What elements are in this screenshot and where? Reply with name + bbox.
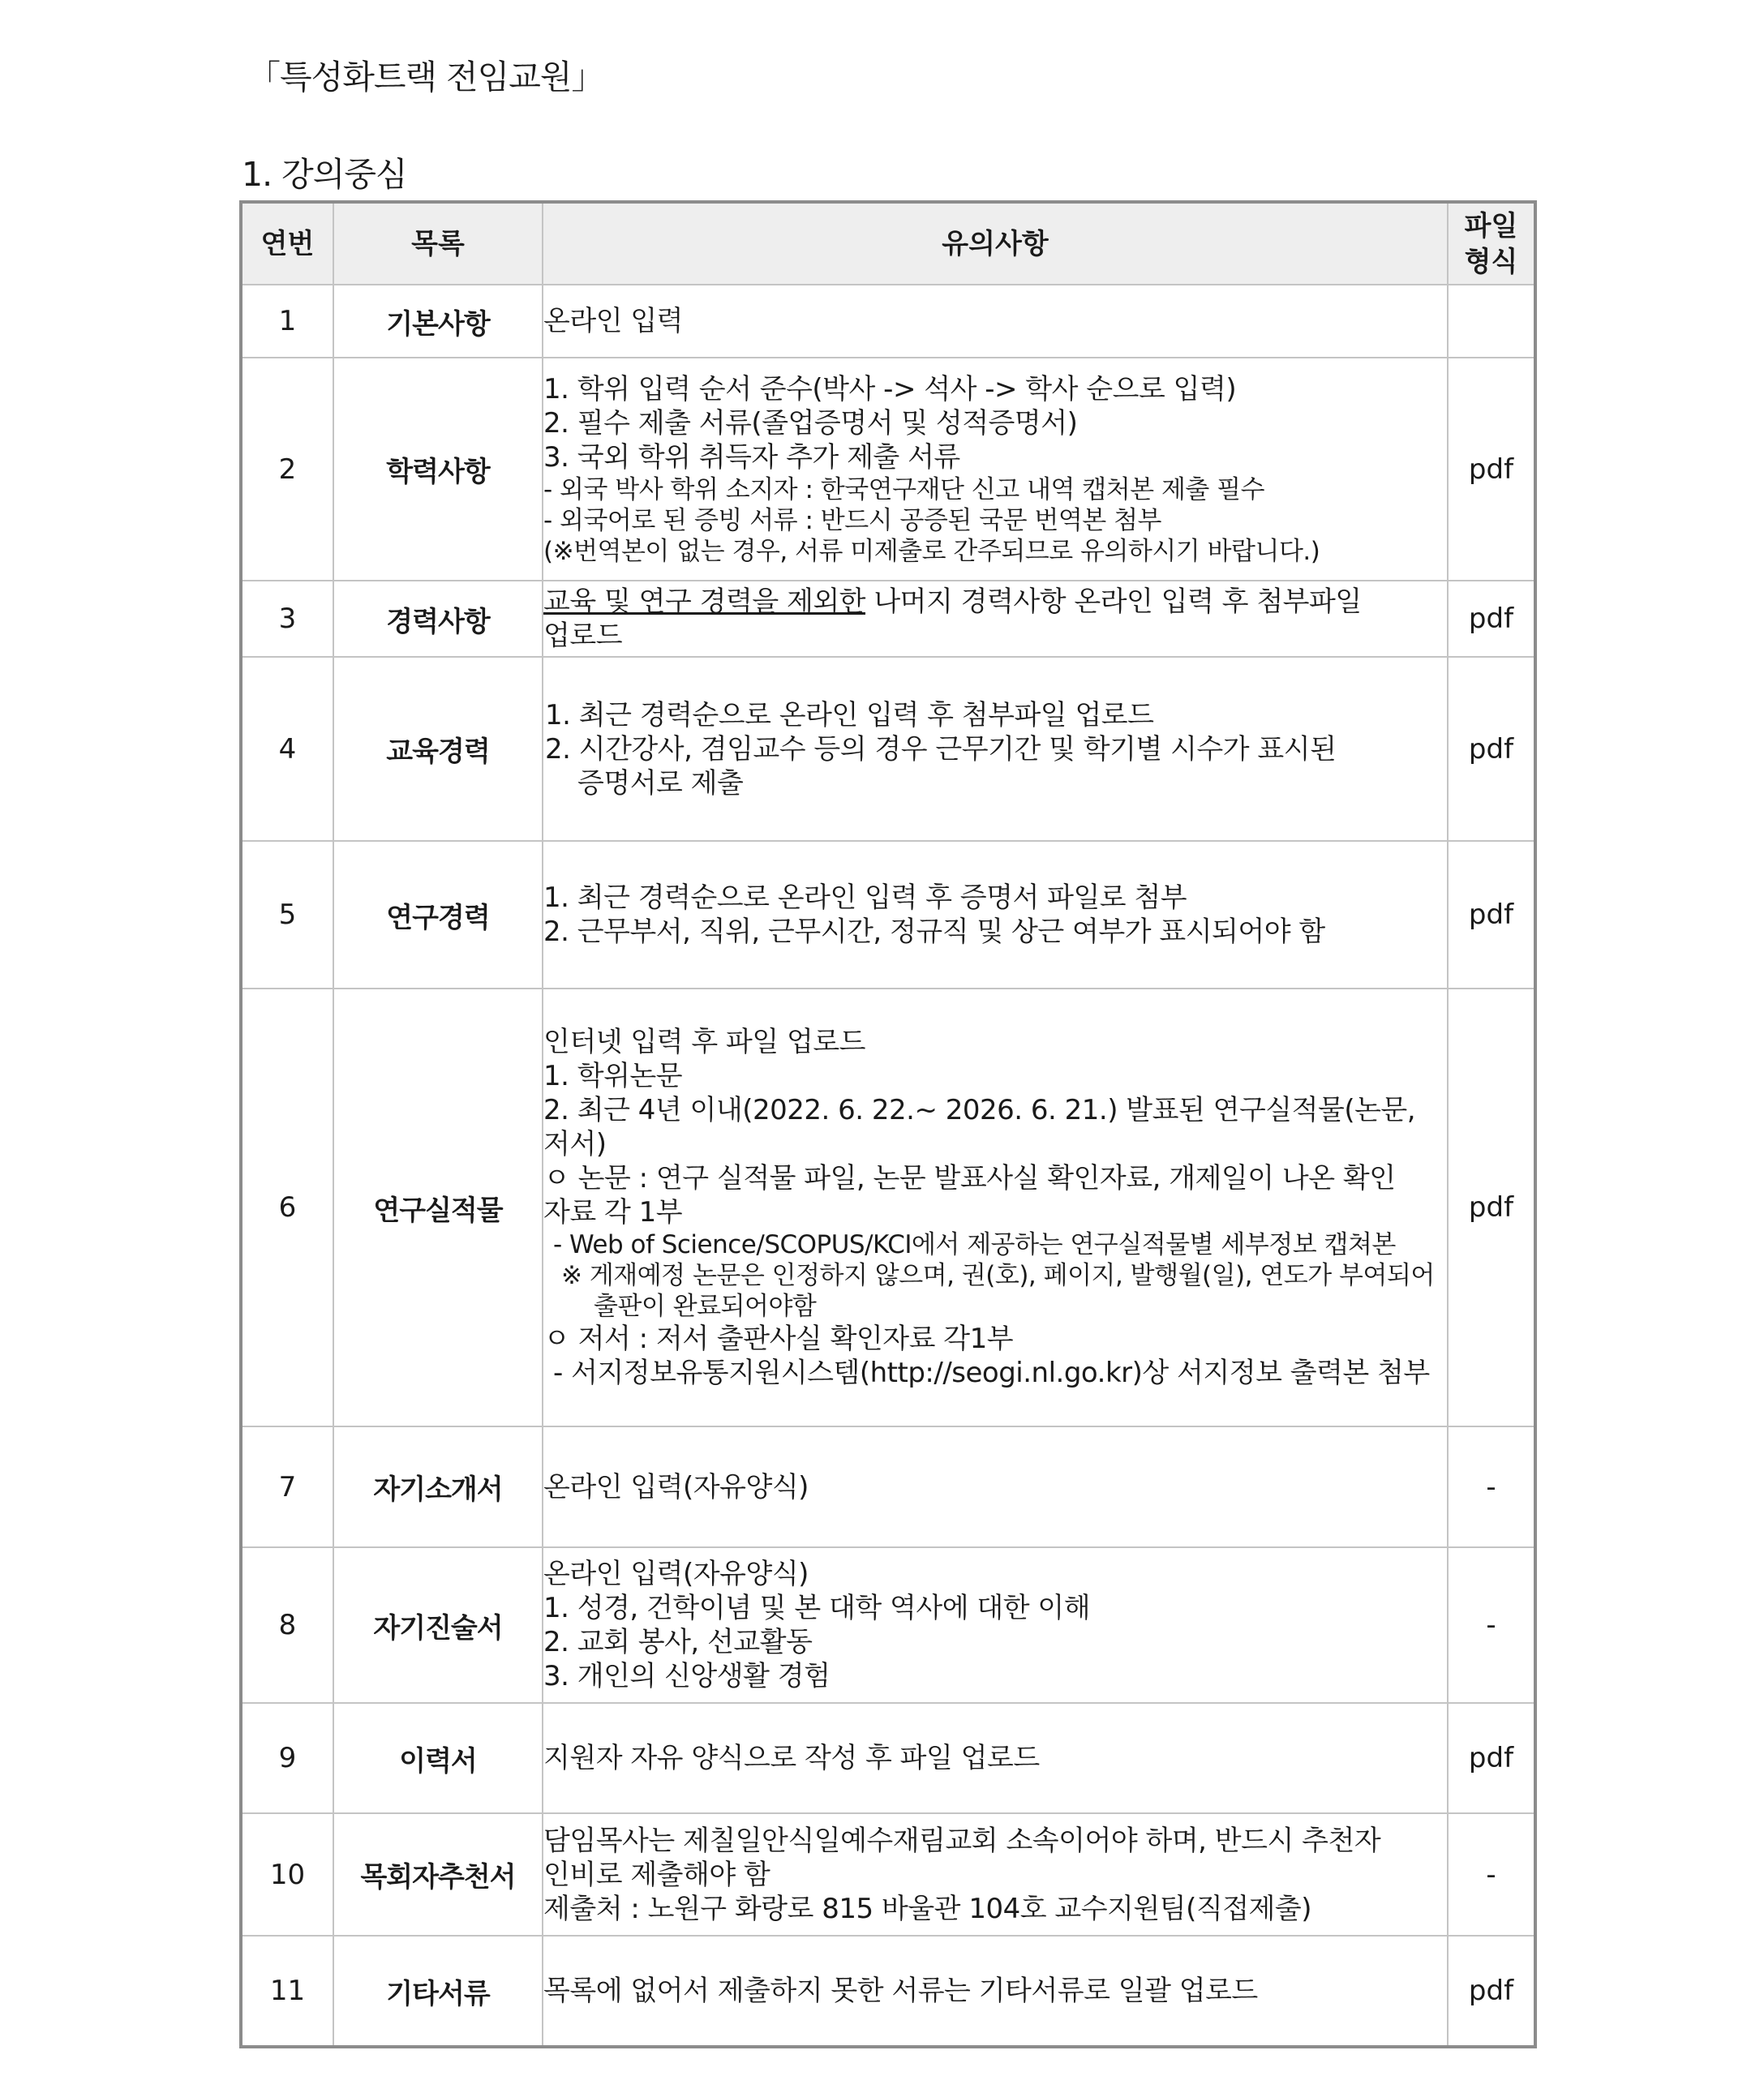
- note-line: 2. 시간강사, 겸임교수 등의 경우 근무기간 및 학기별 시수가 표시된 증명서로 제출: [545, 732, 1337, 800]
- document-title: 「특성화트랙 전임교원」: [247, 58, 604, 97]
- row-format: -: [1448, 1813, 1535, 1936]
- row-item: 이력서: [333, 1703, 543, 1813]
- row-no: 7: [241, 1426, 333, 1547]
- note-line: 1. 최근 경력순으로 온라인 입력 후 증명서 파일로 첨부: [543, 881, 1187, 914]
- row-note: [543, 285, 1448, 358]
- row-format: -: [1448, 1426, 1535, 1547]
- row-format: pdf: [1448, 841, 1535, 989]
- header-no: 연번: [241, 202, 333, 285]
- table-row: [241, 657, 1535, 841]
- note-line: 1. 학위논문: [543, 1060, 683, 1092]
- row-note: [543, 1547, 1448, 1703]
- note-line: 3. 개인의 신앙생활 경험: [543, 1660, 830, 1692]
- note-line: 담임목사는 제칠일안식일예수재림교회 소속이어야 하며, 반드시 추천자 인비로 제출해야 함: [543, 1824, 1381, 1891]
- row-note: [543, 358, 1448, 581]
- row-note: [543, 1813, 1448, 1936]
- row-format: pdf: [1448, 989, 1535, 1426]
- note-line: 제출처 : 노원구 화랑로 815 바울관 104호 교수지원팀(직접제출): [543, 1892, 1311, 1925]
- note-line: 온라인 입력(자유양식): [543, 1558, 809, 1590]
- row-no: 2: [241, 358, 333, 581]
- row-format: pdf: [1448, 1703, 1535, 1813]
- underlined-text: 교육 및 연구 경력을 제외한: [543, 585, 866, 618]
- note-line: - 서지정보유통지원시스템(http://seogi.nl.go.kr)상 서지정보 출력본 첨부: [553, 1357, 1430, 1389]
- note-line: 2. 필수 제출 서류(졸업증명서 및 성적증명서): [543, 406, 1078, 440]
- note-subline: (※번역본이 없는 경우, 서류 미제출로 간주되므로 유의하시기 바랍니다.): [543, 536, 1320, 566]
- note-subline: - 외국 박사 학위 소지자 : 한국연구재단 신고 내역 캡처본 제출 필수: [543, 474, 1265, 504]
- row-format: pdf: [1448, 1936, 1535, 2047]
- table-row: [241, 1813, 1535, 1936]
- header-item: 목록: [333, 202, 543, 285]
- table-row: [241, 989, 1535, 1426]
- row-no: 1: [241, 285, 333, 358]
- row-no: 10: [241, 1813, 333, 1936]
- header-note: 유의사항: [543, 202, 1448, 285]
- row-no: 6: [241, 989, 333, 1426]
- table-row: [241, 358, 1535, 581]
- header-format: 파일 형식: [1448, 202, 1535, 285]
- requirements-table: [239, 200, 1537, 2048]
- row-note: [543, 989, 1448, 1426]
- note-subline: ※ 게재예정 논문은 인정하지 않으며, 권(호), 페이지, 발행월(일), 연도가 부여되어 출판이 완료되어야함: [561, 1261, 1435, 1321]
- note-subline: - Web of Science/SCOPUS/KCI에서 제공하는 연구실적물별 세부정보 캡쳐본: [553, 1230, 1396, 1259]
- row-format: pdf: [1448, 581, 1535, 657]
- row-no: 8: [241, 1547, 333, 1703]
- note-line: 2. 교회 봉사, 선교활동: [543, 1626, 813, 1658]
- row-format: pdf: [1448, 657, 1535, 841]
- note-line: 인터넷 입력 후 파일 업로드: [543, 1026, 866, 1058]
- row-item: 기타서류: [333, 1936, 543, 2047]
- section-title: 1. 강의중심: [242, 155, 407, 194]
- note-text: 나머지 경력사항 온라인 입력 후 첨부파일 업로드: [543, 585, 1362, 652]
- table-row: [241, 1703, 1535, 1813]
- row-no: 9: [241, 1703, 333, 1813]
- note-line: ㅇ 논문 : 연구 실적물 파일, 논문 발표사실 확인자료, 개제일이 나온 확인 자료 각 1부: [543, 1162, 1396, 1229]
- row-no: 3: [241, 581, 333, 657]
- row-note: [543, 581, 1448, 657]
- row-item: 기본사항: [333, 285, 543, 358]
- table-row: [241, 581, 1535, 657]
- table-row: [241, 1547, 1535, 1703]
- row-no: 11: [241, 1936, 333, 2047]
- row-item: 경력사항: [333, 581, 543, 657]
- row-no: 5: [241, 841, 333, 989]
- note-line: 온라인 입력: [543, 305, 684, 337]
- note-line: 1. 성경, 건학이념 및 본 대학 역사에 대한 이해: [543, 1592, 1091, 1624]
- row-format: -: [1448, 1547, 1535, 1703]
- note-line: 지원자 자유 양식으로 작성 후 파일 업로드: [543, 1742, 1040, 1774]
- table-header-row: [241, 202, 1535, 285]
- note-line: 목록에 없어서 제출하지 못한 서류는 기타서류로 일괄 업로드: [543, 1975, 1258, 2007]
- note-line: 2. 근무부서, 직위, 근무시간, 정규직 및 상근 여부가 표시되어야 함: [543, 916, 1325, 948]
- row-format: pdf: [1448, 358, 1535, 581]
- row-note: [543, 1426, 1448, 1547]
- note-line: 온라인 입력(자유양식): [543, 1470, 809, 1503]
- note-line: 3. 국외 학위 취득자 추가 제출 서류: [543, 440, 960, 474]
- table-row: [241, 1936, 1535, 2047]
- row-item: 목회자추천서: [333, 1813, 543, 1936]
- note-line: 1. 학위 입력 순서 준수(박사 -> 석사 -> 학사 순으로 입력): [543, 372, 1237, 405]
- row-item: 자기진술서: [333, 1547, 543, 1703]
- table-row: [241, 1426, 1535, 1547]
- row-item: 교육경력: [333, 657, 543, 841]
- note-subline: - 외국어로 된 증빙 서류 : 반드시 공증된 국문 번역본 첨부: [543, 505, 1161, 535]
- row-format: [1448, 285, 1535, 358]
- table-row: [241, 285, 1535, 358]
- note-line: 1. 최근 경력순으로 온라인 입력 후 첨부파일 업로드: [545, 698, 1154, 731]
- row-note: [543, 657, 1448, 841]
- table-row: [241, 841, 1535, 989]
- row-no: 4: [241, 657, 333, 841]
- row-note: [543, 1703, 1448, 1813]
- row-note: [543, 841, 1448, 989]
- row-item: 자기소개서: [333, 1426, 543, 1547]
- row-item: 연구경력: [333, 841, 543, 989]
- row-item: 학력사항: [333, 358, 543, 581]
- row-item: 연구실적물: [333, 989, 543, 1426]
- note-line: 2. 최근 4년 이내(2022. 6. 22.~ 2026. 6. 21.) 발표된 연구실적물(논문, 저서): [543, 1094, 1416, 1160]
- row-note: [543, 1936, 1448, 2047]
- note-line: ㅇ 저서 : 저서 출판사실 확인자료 각1부: [543, 1323, 1014, 1355]
